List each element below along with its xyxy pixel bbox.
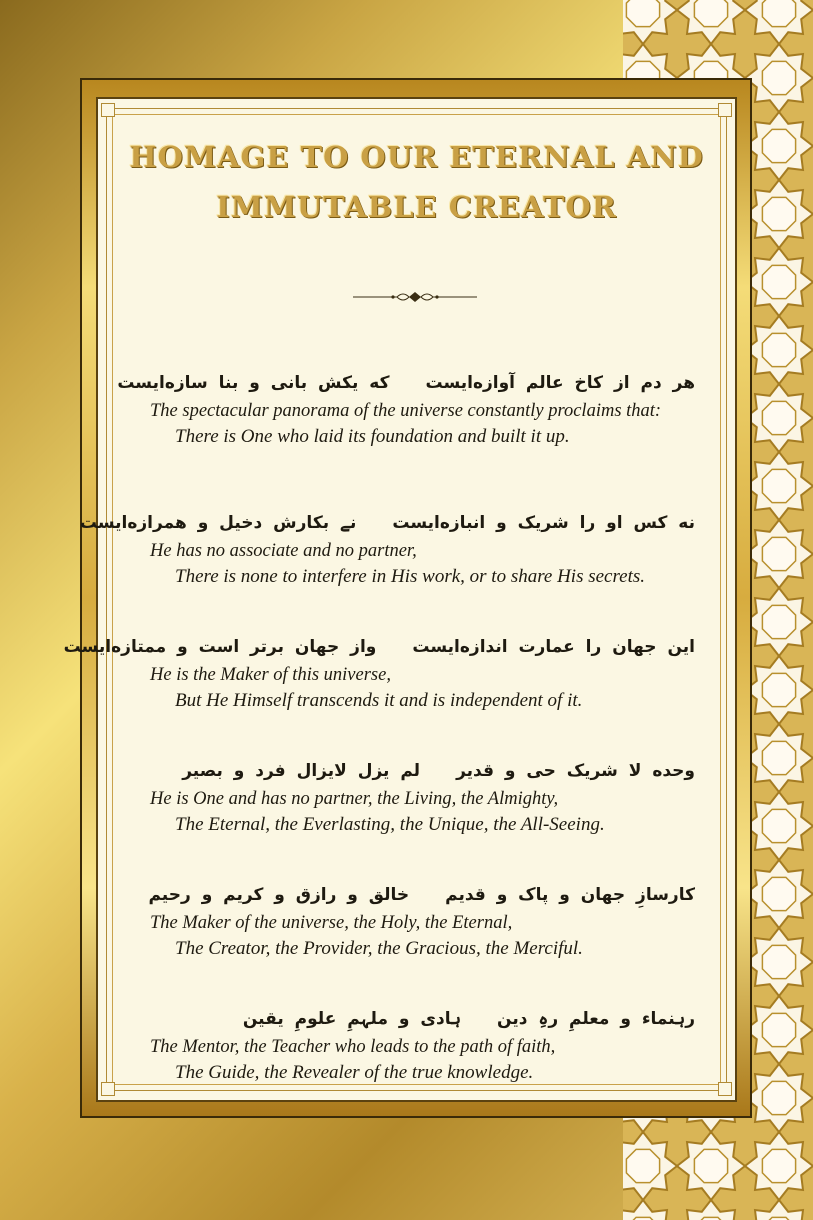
verses — [63, 368, 695, 1128]
pattern-octagon — [762, 197, 795, 230]
persian-verse: هر دم از کاخ عالم آوازه‌ایستکه یکش بانی و بنا سازه‌ایست — [117, 373, 695, 393]
pattern-octagon — [762, 265, 795, 298]
persian-verse: رہنماء و معلمِ رہِ دینہادی و ملہمِ علومِ یقین — [242, 1009, 695, 1029]
verse-stanza — [63, 632, 695, 756]
corner-ornament — [101, 1082, 115, 1096]
pattern-octagon — [762, 1081, 795, 1114]
pattern-octagon — [762, 469, 795, 502]
english-line-1: He is One and has no partner, the Living, the Almighty, — [150, 789, 559, 809]
english-line-1: He has no associate and no partner, — [150, 541, 417, 561]
english-line-2: But He Himself transcends it and is independent of it. — [175, 690, 583, 711]
english-line-2: The Eternal, the Everlasting, the Unique, the All-Seeing. — [175, 814, 605, 835]
verse-stanza — [150, 756, 695, 880]
verse-stanza — [150, 1004, 695, 1128]
pattern-octagon — [762, 333, 795, 366]
pattern-octagon — [762, 129, 795, 162]
title-line-2: IMMUTABLE CREATOR — [216, 190, 617, 224]
english-line-1: The spectacular panorama of the universe constantly proclaims that: — [150, 401, 662, 421]
pattern-octagon — [694, 0, 727, 27]
divider-ornament — [353, 288, 477, 306]
pattern-octagon — [762, 61, 795, 94]
pattern-octagon — [626, 0, 659, 27]
pattern-octagon — [626, 1149, 659, 1182]
english-line-1: The Mentor, the Teacher who leads to the path of faith, — [150, 1037, 556, 1057]
persian-verse: وحده لا شریک حی و قدیرلم یزل لایزال فرد و بصیر — [182, 761, 695, 781]
english-line-1: The Maker of the universe, the Holy, the Eternal, — [150, 913, 513, 933]
pattern-octagon — [762, 945, 795, 978]
corner-ornament — [718, 1082, 732, 1096]
pattern-octagon — [762, 0, 795, 27]
pattern-octagon — [762, 1149, 795, 1182]
persian-verse: این جهان را عمارت اندازه‌ایستواز جهان برتر است و ممتازه‌ایست — [63, 637, 695, 657]
pattern-octagon — [694, 1149, 727, 1182]
persian-verse: کارسازِ جهان و پاک و قدیمخالق و رازق و کریم و رحیم — [148, 885, 695, 905]
corner-ornament — [718, 103, 732, 117]
verse-stanza — [79, 508, 695, 632]
persian-verse: نه کس او را شریک و انبازه‌ایستنے بکارش دخیل و همرازه‌ایست — [79, 513, 695, 533]
pattern-octagon — [762, 809, 795, 842]
verse-stanza — [117, 368, 695, 492]
verse-stanza — [150, 880, 695, 1004]
pattern-octagon — [762, 605, 795, 638]
english-line-2: There is One who laid its foundation and built it up. — [175, 426, 570, 447]
pattern-octagon — [762, 741, 795, 774]
pattern-octagon — [762, 537, 795, 570]
pattern-octagon — [762, 1013, 795, 1046]
english-line-2: The Creator, the Provider, the Gracious, the Merciful. — [175, 938, 583, 959]
pattern-octagon — [762, 877, 795, 910]
english-line-2: There is none to interfere in His work, or to share His secrets. — [175, 566, 646, 587]
english-line-1: He is the Maker of this universe, — [150, 665, 391, 685]
pattern-octagon — [762, 673, 795, 706]
english-line-2: The Guide, the Revealer of the true knowledge. — [175, 1062, 534, 1083]
title-line-1: HOMAGE TO OUR ETERNAL AND — [129, 140, 704, 174]
page-title — [112, 132, 721, 232]
corner-ornament — [101, 103, 115, 117]
pattern-octagon — [762, 401, 795, 434]
